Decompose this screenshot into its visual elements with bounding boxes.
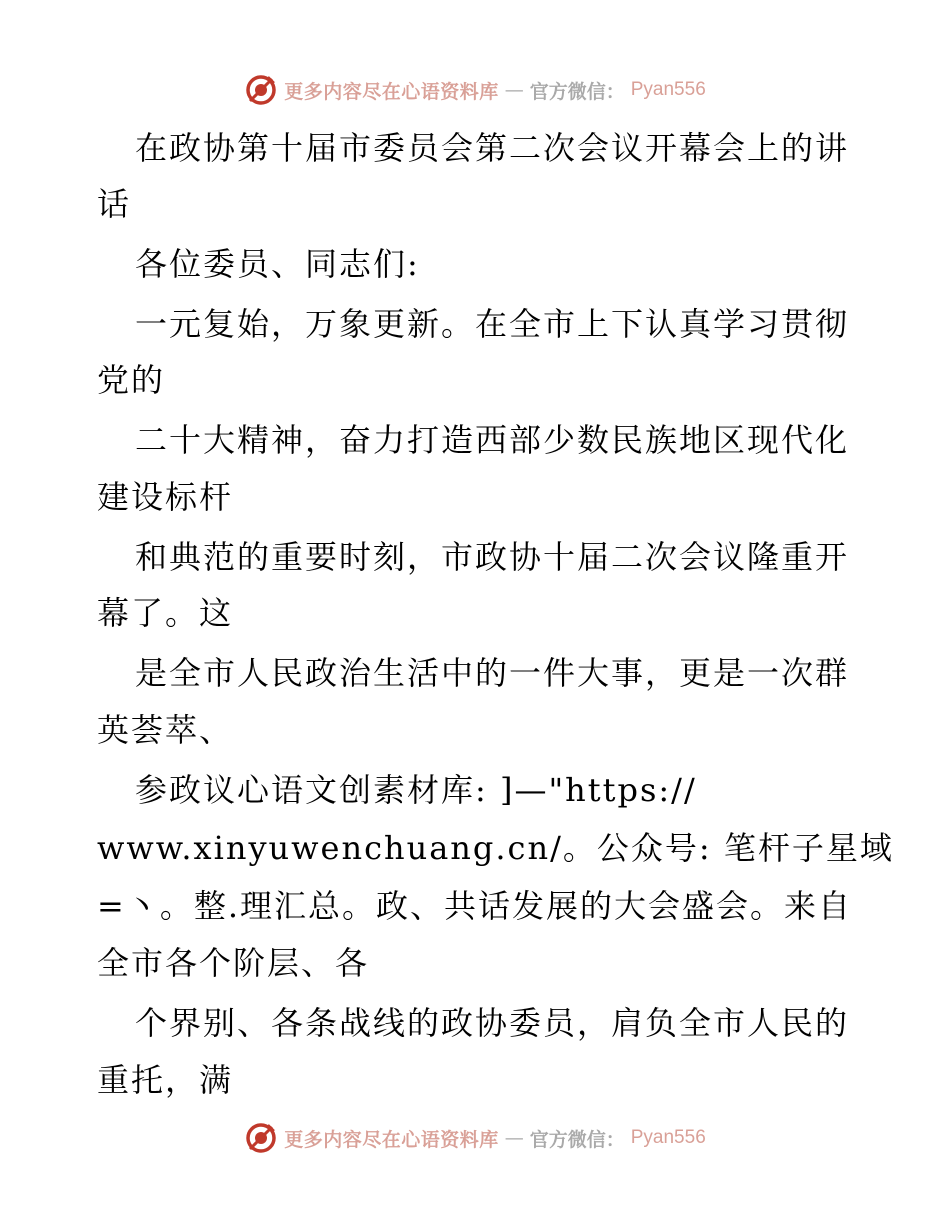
text-line: 参政议心语文创素材库: ]—"https:// <box>135 771 697 809</box>
text-line: 各位委员、同志们: <box>135 245 420 283</box>
text-line: 一元复始，万象更新。在全市上下认真学习贯彻 <box>135 305 850 343</box>
text-line: www.xinyuwenchuang.cn/。公众号: 笔杆子星域 <box>97 829 894 867</box>
text-line: 建设标杆 <box>97 478 234 516</box>
text-line: 个界别、各条战线的政协委员，肩负全市人民的 <box>135 1004 850 1042</box>
text-line: 话 <box>97 185 132 223</box>
footer-banner <box>0 1118 950 1158</box>
text-line: 党的 <box>97 361 166 399</box>
text-line: 英荟萃、 <box>97 711 234 749</box>
banner-brand-text: 更多内容尽在心语资料库 <box>284 1128 499 1151</box>
banner-wechat-id: Pyan556 <box>630 1127 706 1148</box>
text-line: 全市各个阶层、各 <box>97 944 370 982</box>
banner-label: 官方微信： <box>529 1128 625 1151</box>
banner-dash: — <box>504 1127 524 1149</box>
brand-logo-icon <box>244 1121 278 1155</box>
text-line: 是全市人民政治生活中的一件大事，更是一次群 <box>135 654 850 692</box>
text-line: 重托，满 <box>97 1061 234 1099</box>
text-line: 二十大精神，奋力打造西部少数民族地区现代化 <box>135 421 850 459</box>
text-line: 和典范的重要时刻，市政协十届二次会议隆重开 <box>135 538 850 576</box>
banner-dash: — <box>504 79 524 101</box>
header-banner <box>0 70 950 110</box>
text-line: 在政协第十届市委员会第二次会议开幕会上的讲 <box>135 129 850 167</box>
banner-wechat-id: Pyan556 <box>630 79 706 100</box>
banner-brand-text: 更多内容尽在心语资料库 <box>284 80 499 103</box>
text-line: 幕了。这 <box>97 594 234 632</box>
brand-logo-icon <box>244 73 278 107</box>
text-line: =丶。整.理汇总。政、共话发展的大会盛会。来自 <box>97 887 852 925</box>
banner-label: 官方微信： <box>529 80 625 103</box>
